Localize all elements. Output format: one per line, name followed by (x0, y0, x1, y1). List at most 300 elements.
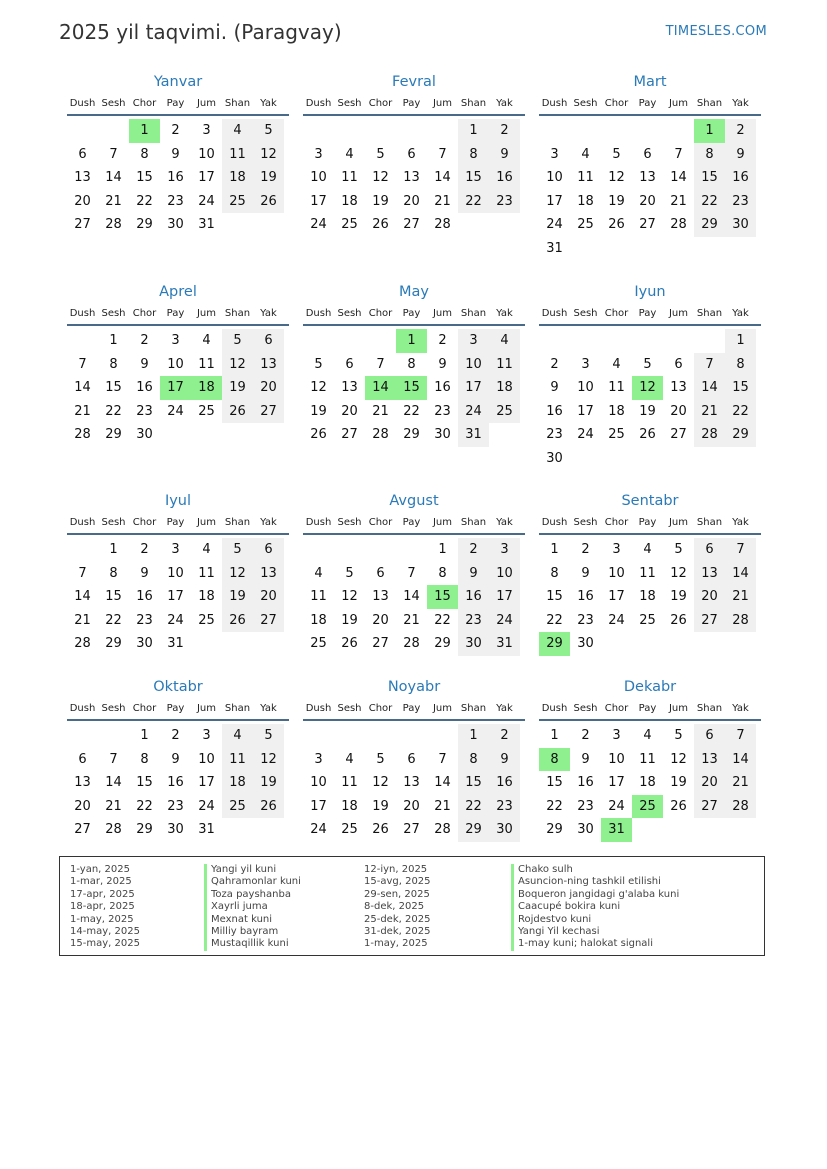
day[interactable]: 26 (670, 612, 687, 628)
day[interactable]: 22 (458, 795, 489, 819)
day[interactable]: 21 (670, 193, 687, 209)
day[interactable]: 11 (198, 565, 215, 581)
day[interactable]: 24 (608, 612, 625, 628)
day[interactable]: 22 (546, 612, 563, 628)
day[interactable]: 6 (376, 565, 385, 581)
day[interactable]: 2 (581, 542, 590, 557)
day[interactable]: 26 (222, 400, 253, 424)
day[interactable]: 8 (109, 565, 118, 581)
day[interactable]: 17 (310, 798, 327, 814)
day[interactable]: 21 (694, 400, 725, 424)
day[interactable]: 28 (694, 423, 725, 447)
day[interactable]: 7 (78, 565, 87, 581)
day[interactable]: 23 (489, 795, 520, 819)
holiday-day[interactable]: 15 (427, 585, 458, 609)
day[interactable]: 22 (458, 190, 489, 214)
day[interactable]: 7 (438, 751, 447, 767)
day[interactable]: 16 (434, 380, 451, 396)
day[interactable]: 8 (458, 143, 489, 167)
day[interactable]: 4 (202, 542, 211, 557)
day[interactable]: 29 (136, 822, 153, 838)
day[interactable]: 20 (403, 193, 420, 209)
day[interactable]: 11 (310, 589, 327, 605)
day[interactable]: 12 (222, 353, 253, 377)
day[interactable]: 16 (546, 403, 563, 419)
day[interactable]: 26 (341, 636, 358, 652)
day[interactable]: 6 (78, 146, 87, 162)
day[interactable]: 24 (546, 217, 563, 233)
day[interactable]: 30 (577, 822, 594, 838)
day[interactable]: 25 (310, 636, 327, 652)
day[interactable]: 1 (109, 333, 118, 348)
holiday-day[interactable]: 31 (601, 818, 632, 842)
day[interactable]: 11 (341, 170, 358, 186)
day[interactable]: 7 (109, 146, 118, 162)
day[interactable]: 16 (577, 775, 594, 791)
day[interactable]: 15 (105, 589, 122, 605)
day[interactable]: 9 (725, 143, 756, 167)
day[interactable]: 29 (105, 427, 122, 443)
day[interactable]: 14 (725, 562, 756, 586)
day[interactable]: 21 (74, 403, 91, 419)
day[interactable]: 6 (253, 538, 284, 562)
day[interactable]: 25 (341, 822, 358, 838)
holiday-day[interactable]: 17 (160, 376, 191, 400)
day[interactable]: 21 (725, 771, 756, 795)
day[interactable]: 24 (608, 798, 625, 814)
day[interactable]: 31 (167, 636, 184, 652)
day[interactable]: 27 (341, 427, 358, 443)
day[interactable]: 8 (550, 565, 559, 581)
day[interactable]: 9 (171, 146, 180, 162)
day[interactable]: 7 (376, 356, 385, 372)
day[interactable]: 9 (171, 751, 180, 767)
day[interactable]: 10 (458, 353, 489, 377)
day[interactable]: 8 (407, 356, 416, 372)
day[interactable]: 2 (725, 119, 756, 143)
day[interactable]: 17 (489, 585, 520, 609)
holiday-day[interactable]: 8 (539, 748, 570, 772)
day[interactable]: 18 (489, 376, 520, 400)
day[interactable]: 30 (167, 217, 184, 233)
day[interactable]: 14 (403, 589, 420, 605)
day[interactable]: 19 (608, 193, 625, 209)
day[interactable]: 6 (78, 751, 87, 767)
day[interactable]: 15 (136, 170, 153, 186)
day[interactable]: 19 (670, 589, 687, 605)
day[interactable]: 10 (546, 170, 563, 186)
day[interactable]: 17 (577, 403, 594, 419)
day[interactable]: 26 (310, 427, 327, 443)
day[interactable]: 16 (489, 166, 520, 190)
day[interactable]: 20 (253, 585, 284, 609)
day[interactable]: 1 (725, 329, 756, 353)
day[interactable]: 1 (438, 542, 447, 557)
day[interactable]: 19 (341, 612, 358, 628)
day[interactable]: 27 (639, 217, 656, 233)
day[interactable]: 23 (167, 798, 184, 814)
day[interactable]: 18 (198, 589, 215, 605)
day[interactable]: 3 (171, 542, 180, 557)
day[interactable]: 13 (670, 380, 687, 396)
day[interactable]: 27 (372, 636, 389, 652)
day[interactable]: 7 (407, 565, 416, 581)
day[interactable]: 6 (643, 146, 652, 162)
day[interactable]: 14 (434, 170, 451, 186)
day[interactable]: 13 (74, 775, 91, 791)
day[interactable]: 16 (725, 166, 756, 190)
day[interactable]: 12 (670, 751, 687, 767)
day[interactable]: 3 (171, 333, 180, 348)
day[interactable]: 28 (372, 427, 389, 443)
day[interactable]: 8 (140, 146, 149, 162)
day[interactable]: 25 (198, 612, 215, 628)
day[interactable]: 17 (458, 376, 489, 400)
day[interactable]: 4 (345, 751, 354, 767)
day[interactable]: 14 (105, 775, 122, 791)
day[interactable]: 2 (581, 728, 590, 743)
day[interactable]: 7 (674, 146, 683, 162)
day[interactable]: 19 (222, 376, 253, 400)
day[interactable]: 7 (725, 724, 756, 748)
day[interactable]: 26 (253, 190, 284, 214)
day[interactable]: 28 (434, 217, 451, 233)
day[interactable]: 13 (372, 589, 389, 605)
day[interactable]: 23 (434, 403, 451, 419)
day[interactable]: 31 (198, 822, 215, 838)
day[interactable]: 13 (694, 562, 725, 586)
day[interactable]: 4 (581, 146, 590, 162)
day[interactable]: 11 (222, 748, 253, 772)
day[interactable]: 18 (222, 166, 253, 190)
day[interactable]: 1 (550, 542, 559, 557)
day[interactable]: 10 (489, 562, 520, 586)
day[interactable]: 20 (372, 612, 389, 628)
day[interactable]: 31 (458, 423, 489, 447)
site-logo[interactable]: TIMESLES.COM (665, 24, 767, 39)
day[interactable]: 27 (403, 217, 420, 233)
day[interactable]: 26 (253, 795, 284, 819)
day[interactable]: 14 (105, 170, 122, 186)
day[interactable]: 29 (434, 636, 451, 652)
day[interactable]: 17 (198, 170, 215, 186)
day[interactable]: 23 (136, 612, 153, 628)
day[interactable]: 28 (105, 822, 122, 838)
day[interactable]: 12 (608, 170, 625, 186)
day[interactable]: 30 (136, 636, 153, 652)
day[interactable]: 21 (74, 612, 91, 628)
day[interactable]: 13 (341, 380, 358, 396)
day[interactable]: 9 (581, 565, 590, 581)
day[interactable]: 28 (725, 795, 756, 819)
day[interactable]: 20 (670, 403, 687, 419)
day[interactable]: 27 (74, 822, 91, 838)
day[interactable]: 3 (550, 146, 559, 162)
day[interactable]: 29 (458, 818, 489, 842)
day[interactable]: 11 (639, 751, 656, 767)
day[interactable]: 20 (694, 585, 725, 609)
day[interactable]: 15 (546, 589, 563, 605)
day[interactable]: 19 (639, 403, 656, 419)
day[interactable]: 31 (489, 632, 520, 656)
day[interactable]: 29 (105, 636, 122, 652)
day[interactable]: 14 (725, 748, 756, 772)
day[interactable]: 22 (136, 798, 153, 814)
day[interactable]: 23 (458, 609, 489, 633)
day[interactable]: 7 (725, 538, 756, 562)
day[interactable]: 5 (376, 146, 385, 162)
day[interactable]: 6 (674, 356, 683, 372)
day[interactable]: 1 (458, 119, 489, 143)
day[interactable]: 1 (458, 724, 489, 748)
holiday-day[interactable]: 1 (396, 329, 427, 353)
day[interactable]: 24 (167, 403, 184, 419)
day[interactable]: 21 (403, 612, 420, 628)
day[interactable]: 31 (546, 240, 563, 256)
day[interactable]: 14 (670, 170, 687, 186)
day[interactable]: 18 (639, 589, 656, 605)
day[interactable]: 3 (612, 728, 621, 743)
day[interactable]: 8 (109, 356, 118, 372)
day[interactable]: 12 (253, 143, 284, 167)
day[interactable]: 26 (372, 217, 389, 233)
day[interactable]: 20 (253, 376, 284, 400)
day[interactable]: 9 (140, 356, 149, 372)
day[interactable]: 19 (253, 166, 284, 190)
day[interactable]: 21 (105, 798, 122, 814)
day[interactable]: 22 (105, 403, 122, 419)
day[interactable]: 17 (310, 193, 327, 209)
day[interactable]: 12 (253, 748, 284, 772)
day[interactable]: 23 (577, 612, 594, 628)
day[interactable]: 19 (670, 775, 687, 791)
day[interactable]: 2 (438, 333, 447, 348)
holiday-day[interactable]: 1 (129, 119, 160, 143)
day[interactable]: 17 (546, 193, 563, 209)
day[interactable]: 24 (167, 612, 184, 628)
day[interactable]: 10 (167, 565, 184, 581)
day[interactable]: 27 (694, 795, 725, 819)
day[interactable]: 25 (489, 400, 520, 424)
day[interactable]: 7 (438, 146, 447, 162)
day[interactable]: 12 (670, 565, 687, 581)
holiday-day[interactable]: 1 (694, 119, 725, 143)
day[interactable]: 11 (198, 356, 215, 372)
day[interactable]: 5 (674, 542, 683, 557)
day[interactable]: 21 (372, 403, 389, 419)
day[interactable]: 21 (434, 798, 451, 814)
day[interactable]: 25 (608, 427, 625, 443)
day[interactable]: 27 (74, 217, 91, 233)
day[interactable]: 5 (674, 728, 683, 743)
day[interactable]: 14 (694, 376, 725, 400)
holiday-day[interactable]: 29 (539, 632, 570, 656)
day[interactable]: 30 (458, 632, 489, 656)
day[interactable]: 8 (140, 751, 149, 767)
day[interactable]: 5 (253, 724, 284, 748)
day[interactable]: 20 (403, 798, 420, 814)
day[interactable]: 7 (78, 356, 87, 372)
day[interactable]: 27 (403, 822, 420, 838)
day[interactable]: 10 (198, 751, 215, 767)
day[interactable]: 9 (458, 562, 489, 586)
day[interactable]: 27 (253, 609, 284, 633)
day[interactable]: 27 (694, 609, 725, 633)
day[interactable]: 13 (403, 775, 420, 791)
day[interactable]: 28 (670, 217, 687, 233)
day[interactable]: 22 (105, 612, 122, 628)
day[interactable]: 5 (222, 329, 253, 353)
day[interactable]: 8 (438, 565, 447, 581)
day[interactable]: 4 (222, 724, 253, 748)
day[interactable]: 29 (403, 427, 420, 443)
day[interactable]: 1 (109, 542, 118, 557)
day[interactable]: 10 (310, 775, 327, 791)
day[interactable]: 16 (167, 170, 184, 186)
day[interactable]: 8 (458, 748, 489, 772)
day[interactable]: 7 (109, 751, 118, 767)
day[interactable]: 5 (643, 356, 652, 372)
day[interactable]: 16 (489, 771, 520, 795)
day[interactable]: 19 (372, 193, 389, 209)
day[interactable]: 16 (136, 589, 153, 605)
day[interactable]: 8 (725, 353, 756, 377)
day[interactable]: 22 (403, 403, 420, 419)
holiday-day[interactable]: 25 (632, 795, 663, 819)
day[interactable]: 17 (167, 589, 184, 605)
day[interactable]: 3 (581, 356, 590, 372)
day[interactable]: 10 (310, 170, 327, 186)
day[interactable]: 12 (310, 380, 327, 396)
day[interactable]: 7 (694, 353, 725, 377)
day[interactable]: 26 (608, 217, 625, 233)
day[interactable]: 25 (341, 217, 358, 233)
day[interactable]: 28 (725, 609, 756, 633)
day[interactable]: 24 (198, 193, 215, 209)
day[interactable]: 2 (550, 356, 559, 372)
day[interactable]: 28 (434, 822, 451, 838)
day[interactable]: 6 (345, 356, 354, 372)
day[interactable]: 9 (140, 565, 149, 581)
day[interactable]: 18 (341, 798, 358, 814)
day[interactable]: 20 (694, 771, 725, 795)
day[interactable]: 13 (253, 562, 284, 586)
day[interactable]: 1 (550, 728, 559, 743)
day[interactable]: 4 (643, 542, 652, 557)
day[interactable]: 12 (341, 589, 358, 605)
day[interactable]: 9 (489, 143, 520, 167)
day[interactable]: 13 (639, 170, 656, 186)
day[interactable]: 23 (725, 190, 756, 214)
day[interactable]: 6 (694, 538, 725, 562)
day[interactable]: 26 (639, 427, 656, 443)
day[interactable]: 24 (310, 217, 327, 233)
day[interactable]: 13 (694, 748, 725, 772)
day[interactable]: 22 (136, 193, 153, 209)
day[interactable]: 9 (438, 356, 447, 372)
day[interactable]: 3 (314, 146, 323, 162)
day[interactable]: 24 (198, 798, 215, 814)
day[interactable]: 28 (403, 636, 420, 652)
day[interactable]: 6 (407, 751, 416, 767)
day[interactable]: 25 (577, 217, 594, 233)
day[interactable]: 3 (202, 123, 211, 138)
day[interactable]: 30 (434, 427, 451, 443)
day[interactable]: 10 (608, 565, 625, 581)
day[interactable]: 19 (253, 771, 284, 795)
holiday-day[interactable]: 12 (632, 376, 663, 400)
day[interactable]: 5 (612, 146, 621, 162)
day[interactable]: 8 (694, 143, 725, 167)
day[interactable]: 12 (372, 170, 389, 186)
day[interactable]: 25 (222, 795, 253, 819)
day[interactable]: 4 (202, 333, 211, 348)
day[interactable]: 28 (74, 636, 91, 652)
day[interactable]: 19 (310, 403, 327, 419)
day[interactable]: 23 (546, 427, 563, 443)
day[interactable]: 9 (550, 380, 559, 396)
day[interactable]: 4 (612, 356, 621, 372)
day[interactable]: 16 (458, 585, 489, 609)
day[interactable]: 6 (694, 724, 725, 748)
day[interactable]: 11 (341, 775, 358, 791)
day[interactable]: 30 (725, 213, 756, 237)
day[interactable]: 5 (314, 356, 323, 372)
day[interactable]: 30 (136, 427, 153, 443)
day[interactable]: 23 (167, 193, 184, 209)
day[interactable]: 25 (639, 612, 656, 628)
day[interactable]: 20 (341, 403, 358, 419)
day[interactable]: 24 (310, 822, 327, 838)
day[interactable]: 16 (136, 380, 153, 396)
day[interactable]: 19 (372, 798, 389, 814)
day[interactable]: 26 (670, 798, 687, 814)
day[interactable]: 18 (222, 771, 253, 795)
day[interactable]: 5 (376, 751, 385, 767)
day[interactable]: 30 (577, 636, 594, 652)
day[interactable]: 14 (74, 380, 91, 396)
day[interactable]: 15 (725, 376, 756, 400)
holiday-day[interactable]: 18 (191, 376, 222, 400)
day[interactable]: 28 (74, 427, 91, 443)
day[interactable]: 13 (403, 170, 420, 186)
day[interactable]: 5 (345, 565, 354, 581)
day[interactable]: 4 (222, 119, 253, 143)
day[interactable]: 11 (489, 353, 520, 377)
day[interactable]: 27 (670, 427, 687, 443)
day[interactable]: 18 (577, 193, 594, 209)
day[interactable]: 13 (74, 170, 91, 186)
day[interactable]: 18 (310, 612, 327, 628)
day[interactable]: 30 (167, 822, 184, 838)
day[interactable]: 19 (222, 585, 253, 609)
day[interactable]: 9 (489, 748, 520, 772)
day[interactable]: 20 (639, 193, 656, 209)
day[interactable]: 5 (253, 119, 284, 143)
day[interactable]: 2 (171, 123, 180, 138)
holiday-day[interactable]: 14 (365, 376, 396, 400)
day[interactable]: 30 (489, 818, 520, 842)
day[interactable]: 15 (458, 166, 489, 190)
day[interactable]: 31 (198, 217, 215, 233)
day[interactable]: 2 (171, 728, 180, 743)
day[interactable]: 17 (608, 775, 625, 791)
day[interactable]: 17 (198, 775, 215, 791)
day[interactable]: 2 (489, 119, 520, 143)
day[interactable]: 15 (458, 771, 489, 795)
day[interactable]: 29 (725, 423, 756, 447)
day[interactable]: 15 (136, 775, 153, 791)
